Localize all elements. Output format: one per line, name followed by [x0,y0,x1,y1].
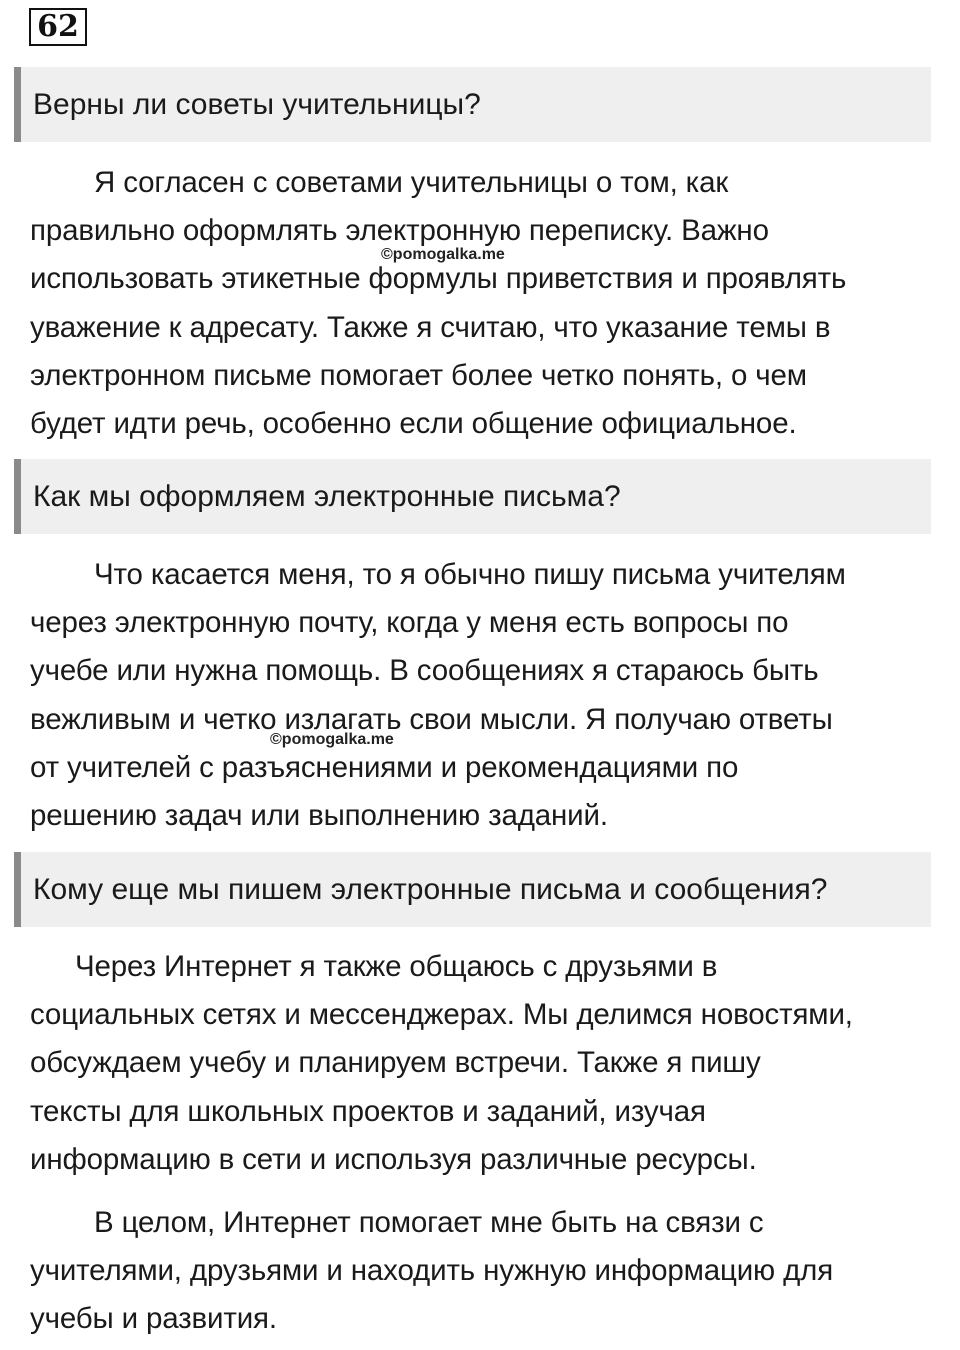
watermark: ©pomogalka.me [270,731,394,748]
text-line: Через Интернет я также общаюсь с друзьями в [75,950,718,983]
text-line: уважение к адресату. Также я считаю, что указание темы в [30,310,831,344]
text-line: решению задач или выполнению заданий. [30,799,608,833]
text-line: электронном письме помогает более четко понять, о чем [30,358,807,392]
text-line: Что касается меня, то я обычно пишу письма учителям [94,558,846,591]
text-line: тексты для школьных проектов и заданий, изучая [30,1094,706,1128]
text-line: Я согласен с советами учительницы о том, как [94,166,729,199]
text-line: учебе или нужна помощь. В сообщениях я стараюсь быть [30,654,819,688]
text-line: информацию в сети и используя различные ресурсы. [30,1142,757,1176]
question-heading-2: Как мы оформляем электронные письма? [14,459,931,534]
answer-paragraph-1 [30,159,945,448]
answer-paragraph-3 [30,943,945,1184]
text-line: обсуждаем учебу и планируем встречи. Также я пишу [30,1046,761,1080]
answer-paragraph-4 [30,1199,945,1344]
text-line: правильно оформлять электронную переписку. Важно [30,214,769,248]
text-line: учителями, друзьями и находить нужную информацию для [30,1254,834,1288]
text-line: социальных сетях и мессенджерах. Мы делимся новостями, [30,998,853,1032]
text-line: через электронную почту, когда у меня есть вопросы по [30,606,789,640]
text-line: учебы и развития. [30,1302,277,1336]
text-line: от учителей с разъяснениями и рекомендациями по [30,750,739,784]
question-heading-1: Верны ли советы учительницы? [14,67,931,142]
text-line: использовать этикетные формулы приветствия и проявлять [30,262,847,296]
text-line: будет идти речь, особенно если общение официальное. [30,407,797,441]
watermark: ©pomogalka.me [381,246,505,263]
question-heading-3: Кому еще мы пишем электронные письма и сообщения? [14,852,931,927]
text-line: вежливым и четко излагать свои мысли. Я получаю ответы [30,702,833,736]
answer-paragraph-2 [30,551,945,840]
text-line: В целом, Интернет помогает мне быть на связи с [94,1206,764,1239]
page-number: 62 [29,8,87,46]
